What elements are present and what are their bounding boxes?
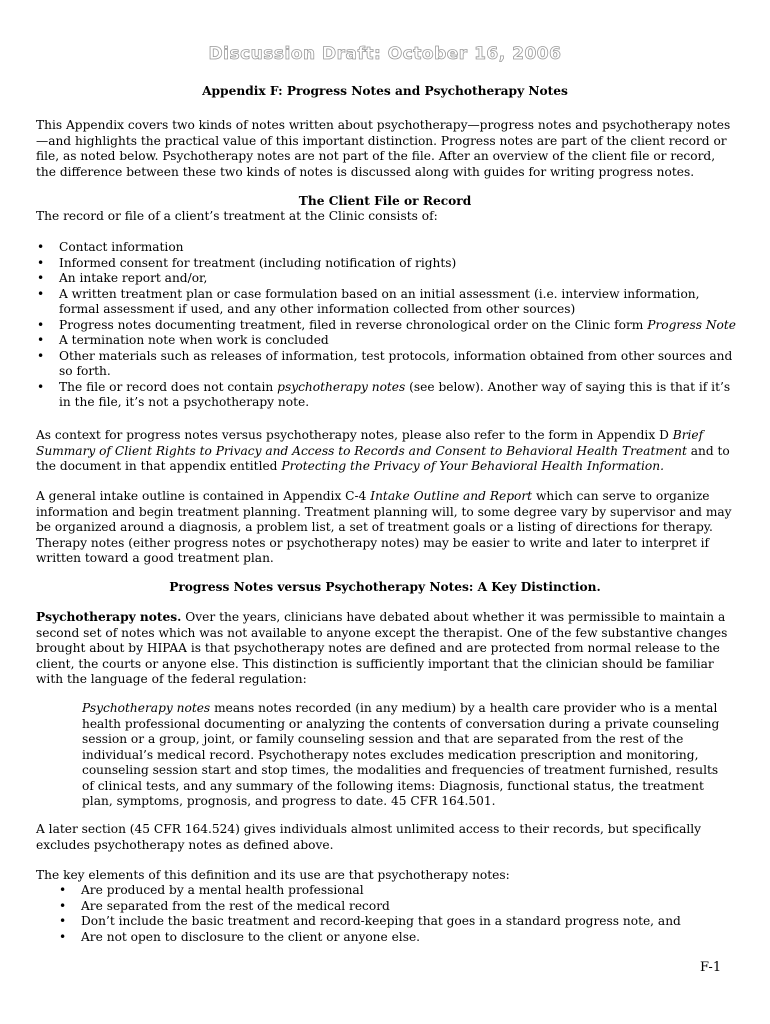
- client-file-lead: The record or file of a client’s treatment at the Clinic consists of:: [36, 209, 438, 223]
- list-item: [36, 318, 736, 334]
- key-elements-list: [58, 883, 738, 945]
- intake-paragraph: [36, 489, 736, 567]
- psychotherapy-notes-label: Psychotherapy notes.: [36, 610, 182, 624]
- list-item: [58, 883, 738, 899]
- list-item-text: Are not open to disclosure to the client or anyone else.: [81, 929, 421, 944]
- appendix-d-form-title: Brief Summary of Client Rights to Privacy and Access to Records and Consent to Behavioral Health Treatment: [36, 428, 704, 458]
- context-text: and to the document in that appendix entitled: [36, 443, 730, 473]
- list-item: [36, 380, 736, 411]
- draft-watermark: Discussion Draft: October 16, 2006: [208, 44, 562, 64]
- psychotherapy-notes-term: psychotherapy notes: [277, 379, 406, 394]
- list-item: [36, 271, 736, 287]
- intake-outline-title: Intake Outline and Report: [370, 489, 533, 503]
- list-item: [36, 240, 736, 256]
- list-item-text: Are separated from the rest of the medical record: [81, 898, 390, 913]
- list-item: [36, 256, 736, 272]
- list-item: [58, 930, 738, 946]
- psychotherapy-notes-text: Over the years, clinicians have debated about whether it was permissible to maintain a second set of notes which was not available to anyone except the therapist. One of the few substantive changes brought about by HIPAA is that psychotherapy notes are defined and are protected from normal release to the client, the courts or anyone else. This distinction is sufficiently important that the clinician should be familiar with the language of the federal regulation:: [36, 610, 728, 686]
- list-item-text: Don’t include the basic treatment and record-keeping that goes in a standard progress note, and: [81, 914, 681, 928]
- context-paragraph: [36, 428, 736, 475]
- later-section-paragraph: A later section (45 CFR 164.524) gives individuals almost unlimited access to their records, but specifically excludes psychotherapy notes as defined above.: [36, 822, 702, 852]
- page-number: F-1: [700, 960, 722, 975]
- list-item-text: Informed consent for treatment (including notification of rights): [59, 255, 457, 270]
- privacy-document-title: Protecting the Privacy of Your Behavioral Health Information.: [281, 459, 664, 473]
- list-item-text: (see below). Another way of saying this is that if it’s in the file, it’s not a psychotherapy note.: [59, 379, 731, 409]
- list-item: [36, 287, 736, 318]
- list-item-text: A termination note when work is concluded: [59, 333, 329, 347]
- progress-note-form-name: Progress Note: [647, 317, 736, 332]
- intro-paragraph: This Appendix covers two kinds of notes written about psychotherapy—progress notes and psychotherapy notes—and highlights the practical value of this important distinction. Progress notes are part of the client record or file, as noted below. Psychotherapy notes are not part of the file. After an overview of the client file or record, the difference between these two kinds of notes is discussed along with guides for writing progress notes.: [36, 118, 731, 179]
- list-item-text: An intake report and/or,: [59, 271, 208, 285]
- intake-text: A general intake outline is contained in Appendix C-4: [36, 489, 371, 503]
- federal-regulation-quote: [82, 701, 732, 810]
- list-item-text: A written treatment plan or case formulation based on an initial assessment (i.e. interview information, formal assessment if used, and any other information collected from other sources): [59, 286, 700, 316]
- quote-term: Psychotherapy notes: [82, 701, 211, 715]
- list-item: [36, 349, 736, 380]
- context-text: As context for progress notes versus psychotherapy notes, please also refer to the form in Appendix D: [36, 428, 673, 442]
- list-item-text: Progress notes documenting treatment, filed in reverse chronological order on the Clinic form: [59, 317, 644, 332]
- client-file-heading: The Client File or Record: [298, 194, 472, 208]
- page-title: Appendix F: Progress Notes and Psychotherapy Notes: [202, 84, 568, 98]
- list-item-text: Contact information: [59, 240, 184, 254]
- key-distinction-heading: Progress Notes versus Psychotherapy Notes: A Key Distinction.: [169, 580, 601, 594]
- intake-text: which can serve to organize information and begin treatment planning. Treatment planning will, to some degree vary by supervisor and may be organized around a diagnosis, a problem list, a set of treatment goals or a listing of directions for therapy. Therapy notes (either progress notes or psychotherapy notes) may be easier to write and later to interpret if written toward a good treatment plan.: [36, 489, 732, 565]
- psychotherapy-notes-paragraph: [36, 610, 736, 688]
- list-item: [58, 899, 738, 915]
- list-item: [58, 914, 738, 930]
- list-item-text: Other materials such as releases of information, test protocols, information obtained from other sources and so forth.: [59, 348, 733, 378]
- quote-text: means notes recorded (in any medium) by a health care provider who is a mental health professional documenting or analyzing the contents of conversation during a private counseling session or a group, joint, or family counseling session and that are separated from the rest of the individual’s medical record. Psychotherapy notes excludes medication prescription and monitoring, counseling session start and stop times, the modalities and frequencies of treatment furnished, results of clinical tests, and any summary of the following items: Diagnosis, functional status, the treatment plan, symptoms, prognosis, and progress to date. 45 CFR 164.501.: [82, 701, 720, 808]
- client-file-list: [36, 240, 736, 411]
- key-elements-lead: The key elements of this definition and its use are that psychotherapy notes:: [36, 868, 510, 882]
- list-item: [36, 333, 736, 349]
- list-item-text: Are produced by a mental health professional: [81, 883, 364, 897]
- list-item-text: The file or record does not contain: [59, 379, 278, 394]
